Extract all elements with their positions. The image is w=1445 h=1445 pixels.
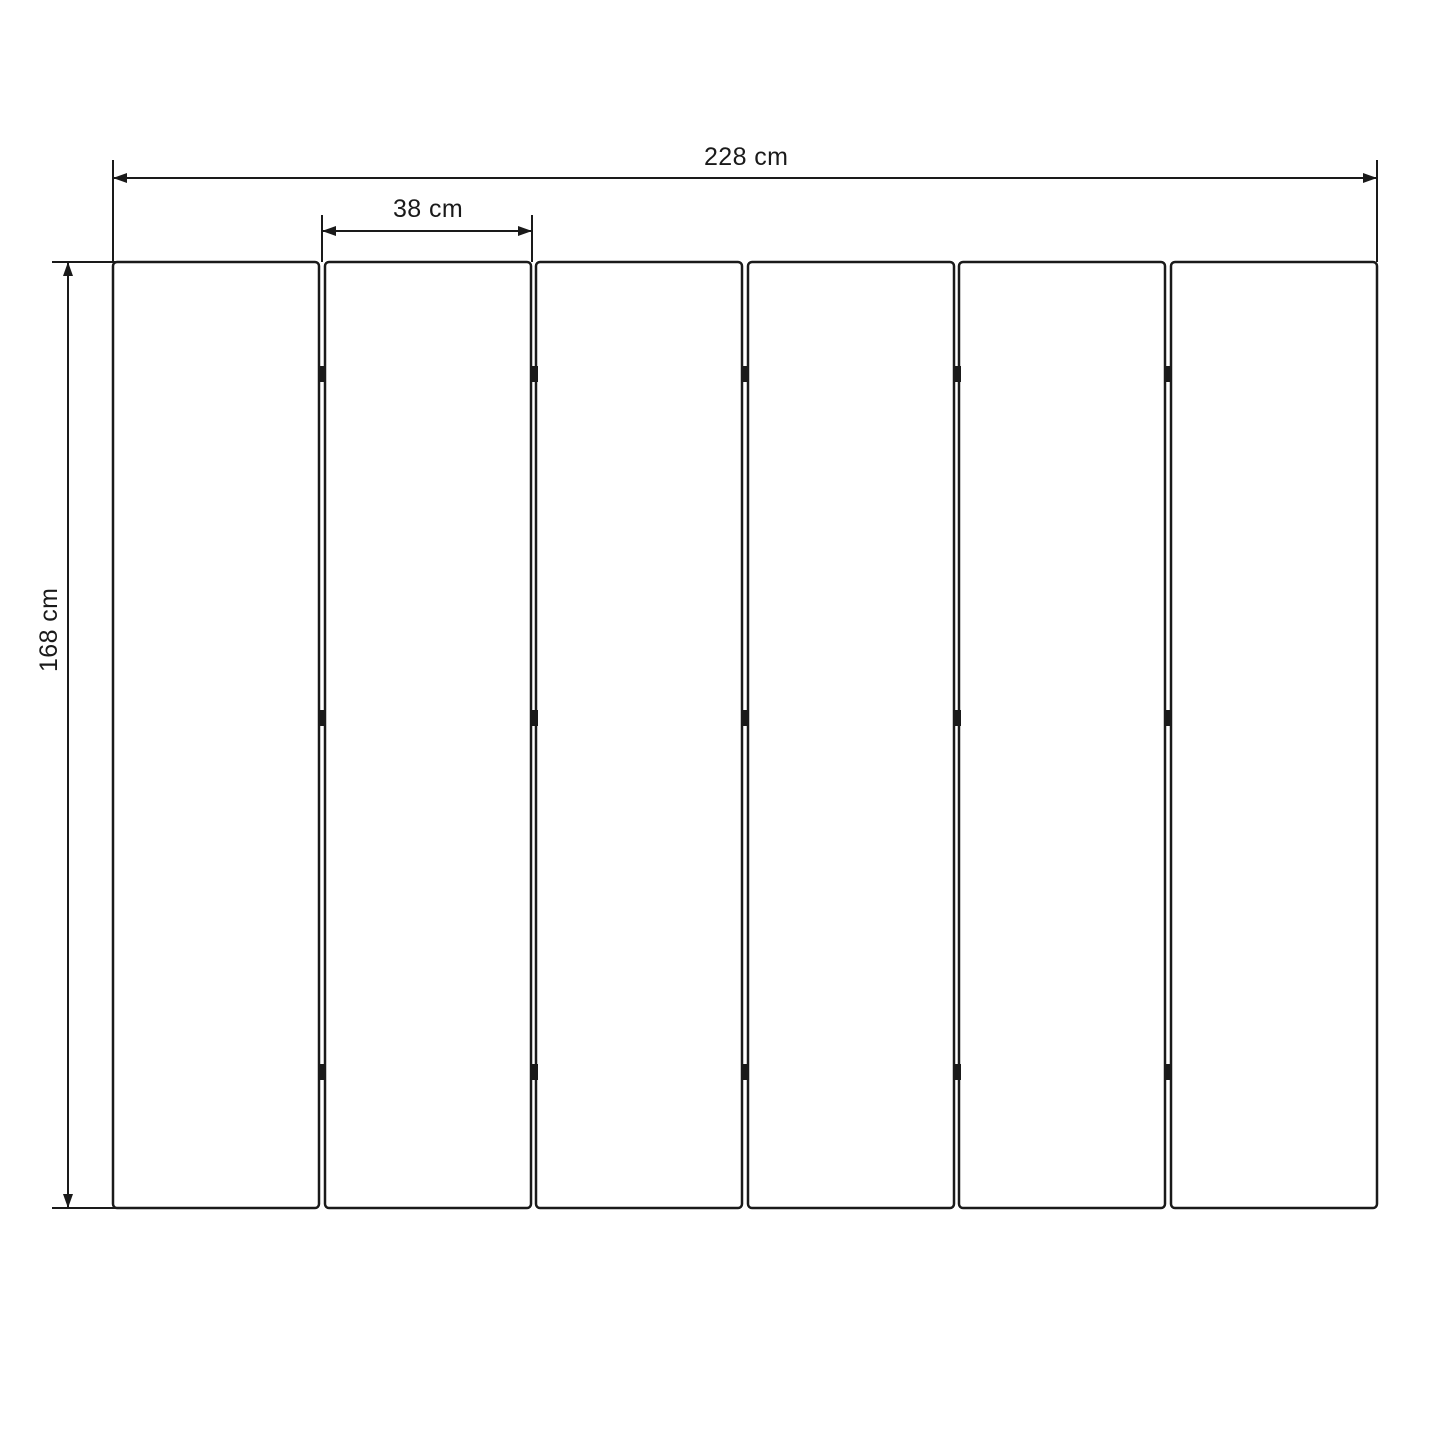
height-arrow-top bbox=[63, 262, 73, 276]
hinge-icon bbox=[954, 366, 961, 382]
panel-2 bbox=[325, 262, 531, 1208]
width-arrow-left bbox=[113, 173, 127, 183]
hinge-icon bbox=[742, 710, 749, 726]
panel-3 bbox=[536, 262, 742, 1208]
panel-5 bbox=[959, 262, 1165, 1208]
hinge-icon bbox=[742, 1064, 749, 1080]
panel-width-arrow-left bbox=[322, 226, 336, 236]
panel-width-label: 38 cm bbox=[393, 195, 464, 223]
overall-width-label: 228 cm bbox=[704, 143, 789, 171]
hinge-icon bbox=[954, 710, 961, 726]
hinge-icon bbox=[1165, 1064, 1172, 1080]
panel-width-arrow-right bbox=[518, 226, 532, 236]
hinge-icon bbox=[319, 1064, 326, 1080]
hinge-icon bbox=[1165, 366, 1172, 382]
panel-6 bbox=[1171, 262, 1377, 1208]
hinge-icon bbox=[1165, 710, 1172, 726]
height-arrow-bottom bbox=[63, 1194, 73, 1208]
hinge-icon bbox=[531, 1064, 538, 1080]
hinge-icon bbox=[531, 710, 538, 726]
height-dimension bbox=[52, 262, 118, 1208]
panel-1 bbox=[113, 262, 319, 1208]
hinge-icon bbox=[531, 366, 538, 382]
height-label: 168 cm bbox=[35, 587, 63, 672]
hinge-icon bbox=[954, 1064, 961, 1080]
width-dimension bbox=[113, 160, 1377, 262]
panel-4 bbox=[748, 262, 954, 1208]
hinge-icon bbox=[319, 710, 326, 726]
width-arrow-right bbox=[1363, 173, 1377, 183]
hinge-icon bbox=[319, 366, 326, 382]
hinge-icon bbox=[742, 366, 749, 382]
